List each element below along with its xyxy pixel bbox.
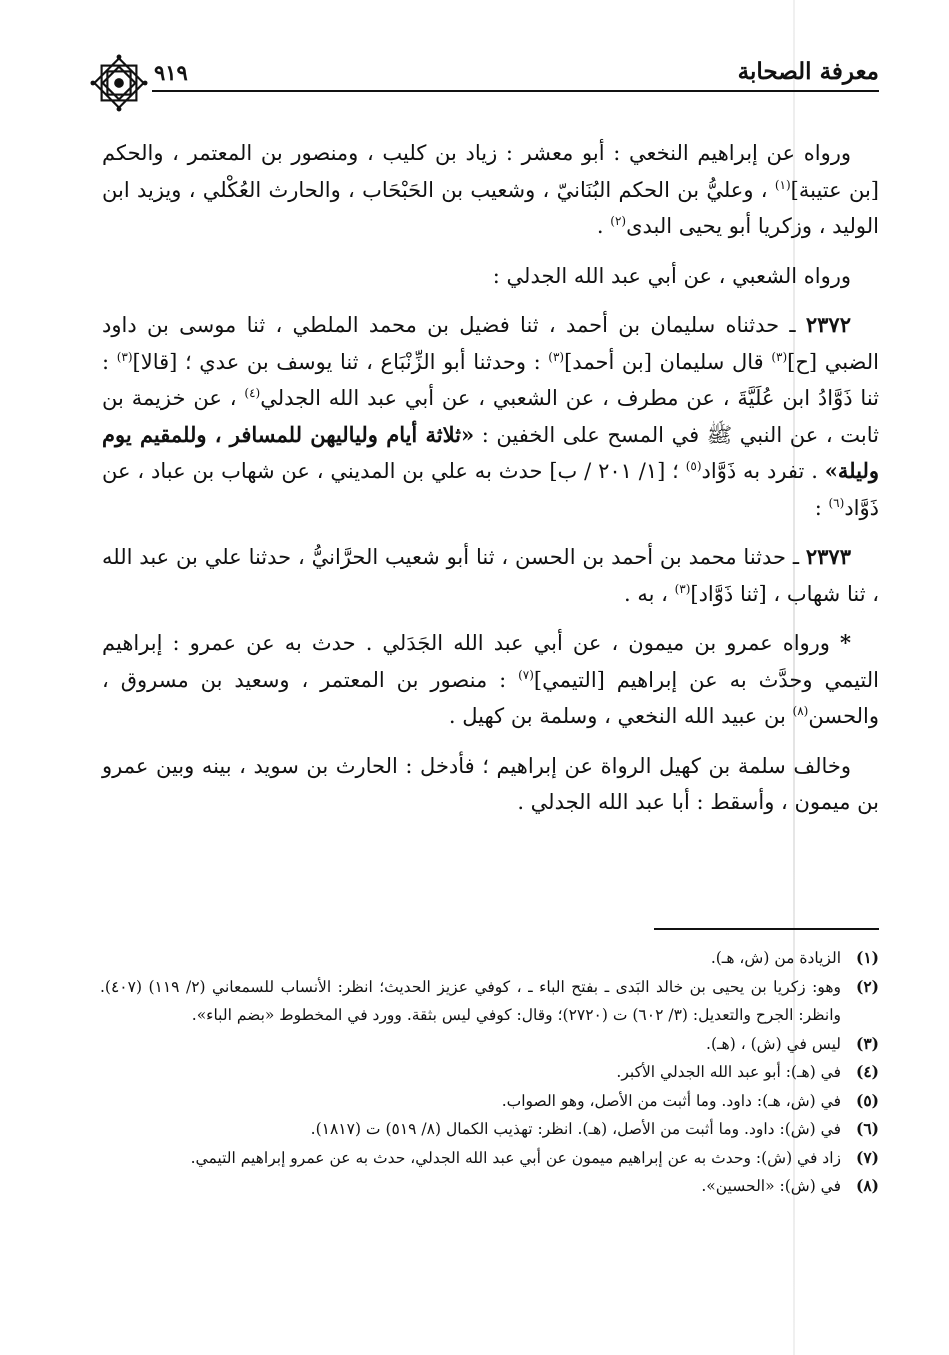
hadith-2373 (102, 539, 879, 612)
text-span: : ثنا ذَوَّادُ ابن عُلَيَّةَ ، عن مطرف ، عن الشعبي ، عن أبي عبد الله الجدلي (102, 349, 880, 410)
hadith-2372 (102, 307, 879, 526)
footnote-text: في (ش، هـ): داود. وما أثبت من الأصل، وهو الصواب. (501, 1091, 841, 1110)
footnote-text: زاد في (ش): وحدث به عن إبراهيم ميمون عن أبي عبد الله الجدلي، حدث به عن عمرو إبراهيم التيمي. (190, 1148, 841, 1167)
footnote-ref[interactable]: (٣) (548, 349, 565, 364)
hadith-matn: «ثلاثة أيام ولياليهن للمسافر ، وللمقيم يوم وليلة» (102, 421, 879, 483)
paragraph-ibrahim-narrators (102, 135, 879, 245)
footnote-ref[interactable]: (٦) (828, 495, 845, 510)
footnote-text: في (ش): «الحسين». (701, 1177, 841, 1195)
footnote-item (100, 1172, 879, 1201)
footnote-ref[interactable]: (٣) (674, 581, 691, 596)
text-span: ـ حدثنا محمد بن أحمد بن الحسن ، ثنا أبو شعيب الحرَّانيُّ ، حدثنا علي بن عبد الله ، ثنا شهاب ، [ثنا ذَوَّاد] (102, 545, 879, 606)
text-span: قال سليمان [بن أحمد] (564, 349, 772, 374)
footnote-number: (١) (855, 948, 879, 967)
header-rule (152, 90, 879, 92)
page-number: ٩١٩ (154, 60, 188, 85)
paragraph-amr-ibn-maymun (102, 625, 879, 735)
footnote-text: الزيادة من (ش، هـ). (710, 949, 841, 967)
footnote-number: (٨) (855, 1176, 879, 1195)
footnote-item (100, 1115, 879, 1144)
footnote-number: (٤) (855, 1062, 879, 1081)
text-span: ، به . (623, 581, 675, 606)
text-span: : (814, 495, 829, 520)
text-span: ، وعليُّ بن الحكم البُنَانيّ ، وشعيب بن الحَبْحَاب ، والحارث العُكْلي ، ويزيد ابن الوليد ، وزكريا أبو يحيى البدى (102, 177, 879, 238)
main-text (102, 135, 879, 834)
footnote-number: (٥) (855, 1090, 879, 1110)
footnote-text: في (ش): داود. وما أثبت من الأصل، (هـ). انظر: تهذيب الكمال (٨/ ٥١٩) ت (١٨١٧). (310, 1120, 841, 1138)
footnote-item (100, 1030, 879, 1059)
footnote-ref[interactable]: (٢) (610, 214, 627, 228)
footnote-text: ليس في (ش) ، (هـ). (706, 1034, 841, 1053)
text-span: ، عن خزيمة بن ثابت ، عن النبي ﷺ في المسح على الخفين : (102, 386, 879, 447)
octagram-ornament-icon (90, 54, 148, 112)
footnote-ref[interactable]: (١) (774, 177, 791, 192)
footnote-ref[interactable]: (٧) (518, 667, 534, 682)
text-span: بن عبيد الله النخعي ، وسلمة بن كهيل . (448, 704, 793, 728)
text-span: ؛ [١/ ٢٠١ / ب] حدث به علي بن المديني ، عن شهاب بن عباد ، عن ذَوَّاد (102, 459, 879, 520)
footnote-ref[interactable]: (٣) (771, 349, 788, 364)
page-header (88, 50, 879, 110)
footnote-separator (654, 928, 879, 930)
text-span: ورواه عمرو بن ميمون ، عن أبي عبد الله الجَدَلي . حدث به عن عمرو : إبراهيم التيمي وحدَّث به عن إبراهيم [التيمي] (102, 631, 879, 692)
footnote-item (100, 1058, 879, 1087)
text-span: . (596, 214, 611, 238)
footnote-ref[interactable]: (٨) (792, 704, 809, 718)
footnote-number: (٢) (855, 976, 879, 996)
footnote-ref[interactable]: (٤) (244, 386, 261, 400)
footnote-item (100, 1144, 879, 1173)
footnote-number: (٦) (855, 1119, 879, 1138)
text-span: ورواه عن إبراهيم النخعي : أبو معشر : زياد بن كليب ، ومنصور بن المعتمر ، والحكم [بن عتيبة] (102, 141, 879, 202)
text-span: . تفرد به ذَوَّاد (701, 459, 825, 483)
hadith-number: ٢٣٧٢ (805, 312, 851, 337)
footnote-text: وهو: زكريا بن يحيى بن خالد البَدى ـ بفتح الباء ـ ، كوفي عزيز الحديث؛ انظر: الأنساب للسمعاني (٢/ ١١٩) (٤٠٧). وانظر: الجرح والتعديل: (٣/ ٦٠٢) ت (٢٧٢٠)؛ وقال: كوفي ليس بثقة. وورد في المخطوط «بضم الباء». (100, 977, 841, 1024)
footnote-item (100, 944, 879, 973)
text-span: ـ حدثناه سليمان بن أحمد ، ثنا فضيل بن محمد الملطي ، ثنا موسى بن داود الضبي [ح] (102, 313, 880, 374)
text-span: : منصور بن المعتمر ، وسعيد بن مسروق ، والحسن (102, 667, 879, 728)
hadith-number: ٢٣٧٣ (805, 544, 851, 569)
footnote-item (100, 973, 879, 1030)
footnote-item (100, 1087, 879, 1116)
running-title: معرفة الصحابة (737, 58, 879, 85)
footnote-ref[interactable]: (٥) (685, 459, 702, 473)
footnote-text: في (هـ): أبو عبد الله الجدلي الأكبر. (616, 1063, 841, 1081)
paragraph-salama-ibn-kuhayl: وخالف سلمة بن كهيل الرواة عن إبراهيم ؛ فأدخل : الحارث بن سويد ، بينه وبين عمرو بن ميمون ، وأسقط : أبا عبد الله الجدلي . (102, 753, 879, 814)
footnote-number: (٧) (855, 1147, 879, 1167)
paragraph-shabi-chain: ورواه الشعبي ، عن أبي عبد الله الجدلي : (492, 263, 851, 288)
footnote-ref[interactable]: (٣) (116, 349, 133, 364)
star-marker: * (840, 630, 851, 655)
text-span: : وحدثنا أبو الزِّنْبَاع ، ثنا يوسف بن عدي ؛ [قالا] (132, 349, 549, 374)
footnotes (100, 944, 879, 1201)
footnote-number: (٣) (855, 1033, 879, 1053)
